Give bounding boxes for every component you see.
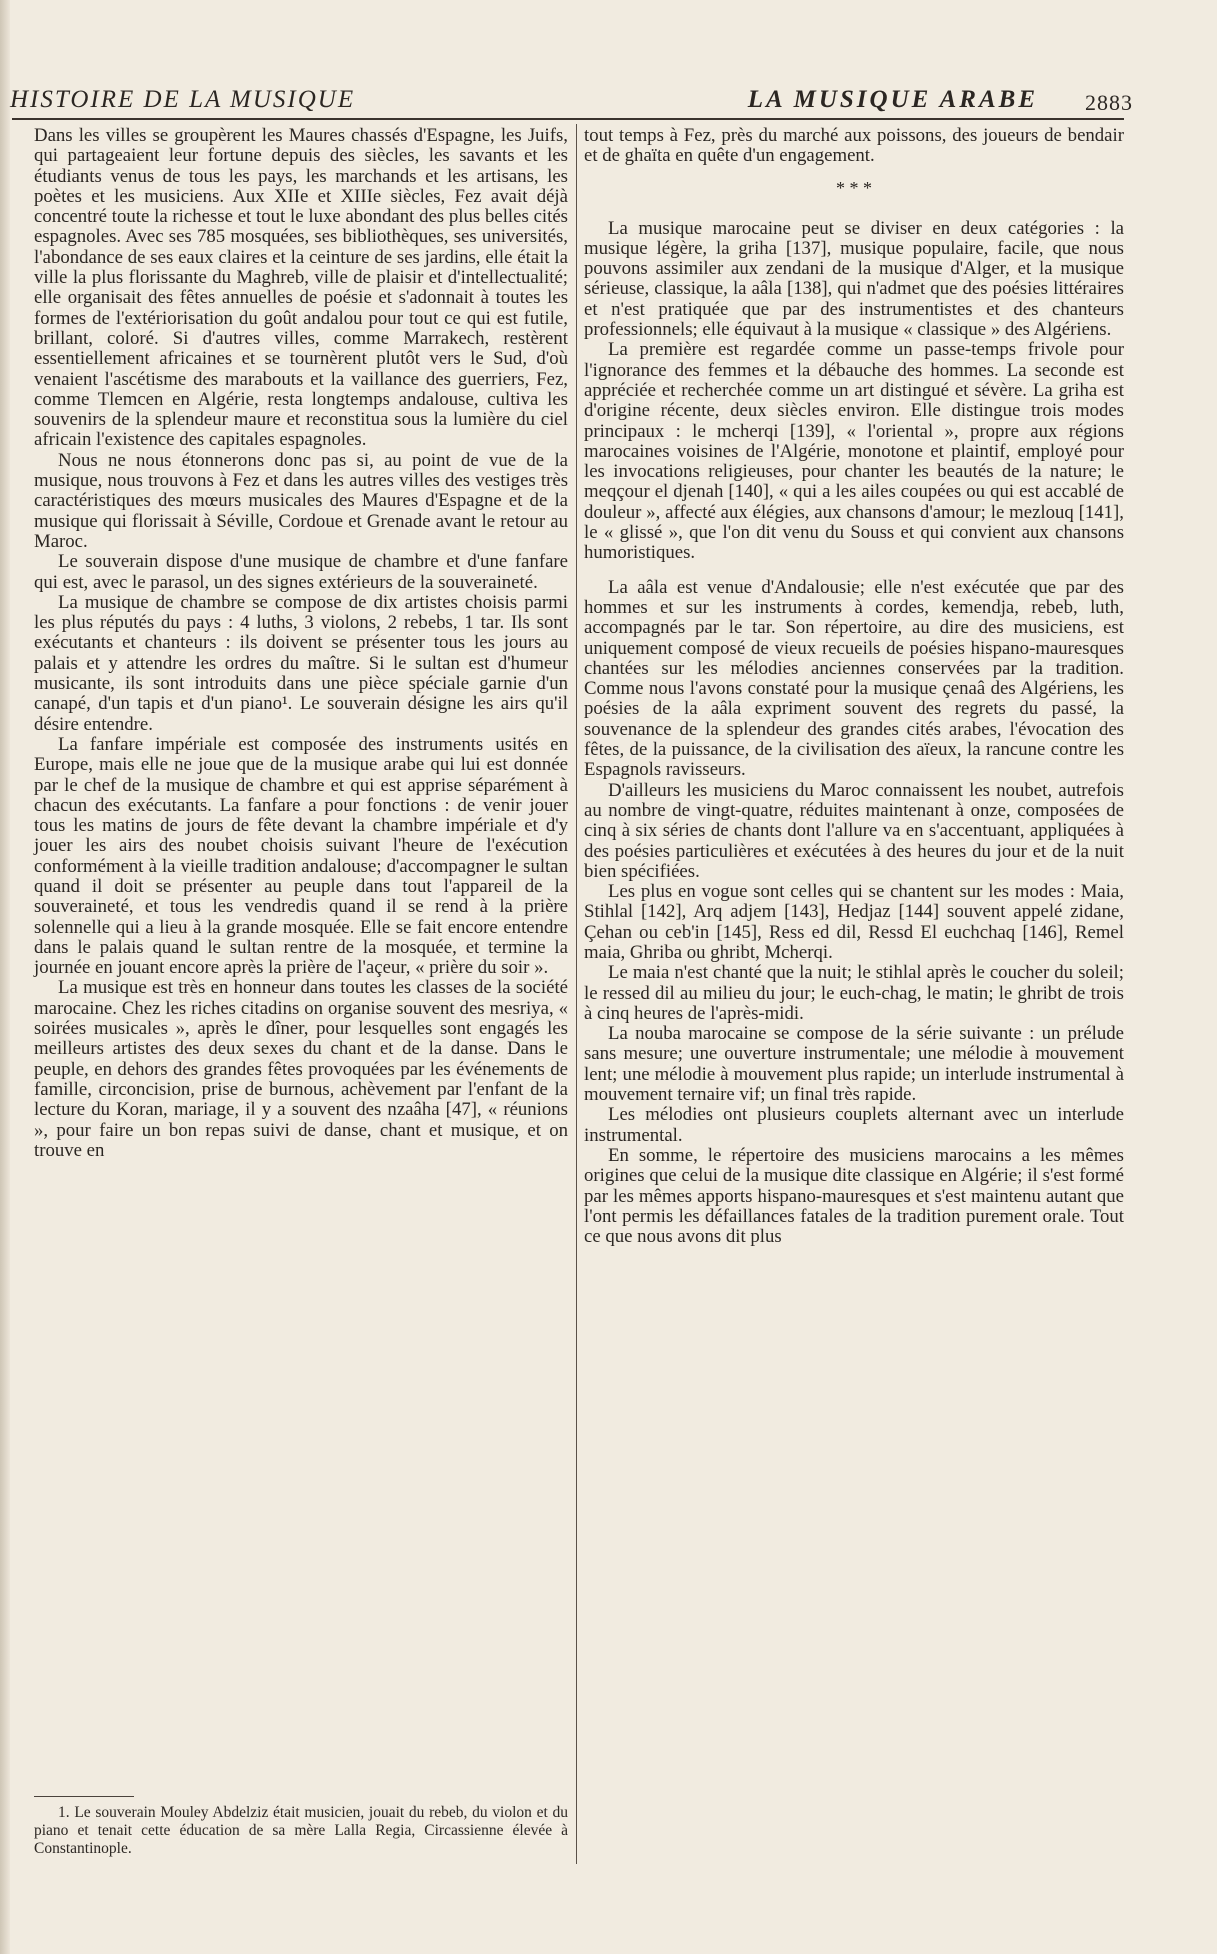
page-number: 2883 bbox=[1085, 90, 1133, 115]
left-column bbox=[34, 126, 568, 1161]
paragraph: Dans les villes se groupèrent les Maures chassés d'Espagne, les Juifs, qui partageaient leur fortune depuis des siècles, les savants et les étudiants venus de tous les pays, les marchands et les artisans, les poètes et les musiciens. Aux XIIe et XIIIe siècles, Fez avait déjà concentré toute la richesse et tout le luxe abondant des plus belles cités espagnoles. Avec ses 785 mosquées, ses bibliothèques, ses universités, l'abondance de ses eaux claires et la ceinture de ses jardins, elle était la ville la plus florissante du Maghreb, ville de plaisir et d'intellectualité; elle organisait des fêtes annuelles de poésie et s'adonnait à toutes les formes de l'extériorisation du goût andalou pour tout ce qui est futile, brillant, coloré. Si d'autres villes, comme Marrakech, restèrent essentiellement africaines et se tournèrent plutôt vers le Sud, d'où venaient l'ascétisme des marabouts et la vaillance des guerriers, Fez, comme Tlemcen en Algérie, resta longtemps andalouse, cultiva les souvenirs de la splendeur maure et reconstitua sous la lumière du ciel africain l'existence des capitales espagnoles. bbox=[34, 125, 568, 451]
paragraph: Nous ne nous étonnerons donc pas si, au point de vue de la musique, nous trouvons à Fez et dans les autres villes des vestiges très caractéristiques des mœurs musicales des Maures d'Espagne et de la musique qui florissait à Séville, Cordoue et Grenade avant le retour au Maroc. bbox=[34, 449, 568, 552]
paragraph: Le souverain dispose d'une musique de chambre et d'une fanfare qui est, avec le parasol, un des signes extérieurs de la souveraineté. bbox=[34, 551, 568, 593]
paragraph: La musique est très en honneur dans toutes les classes de la société marocaine. Chez les riches citadins on organise souvent des mesriya, « soirées musicales », après le dîner, pour lesquelles sont engagés les meilleurs artistes des deux sexes du chant et de la danse. Dans le peuple, en dehors des grandes fêtes provoquées par les événements de famille, circoncision, prise de burnous, achèvement par l'enfant de la lecture du Koran, mariage, il y a souvent des nzaâha [47], « réunions », pour faire un bon repas suivi de danse, chant et musique, et on trouve en bbox=[34, 977, 568, 1161]
paragraph: Les mélodies ont plusieurs couplets alternant avec un interlude instrumental. bbox=[584, 1104, 1124, 1146]
paragraph: tout temps à Fez, près du marché aux poissons, des joueurs de bendair et de ghaïta en quête d'un engagement. bbox=[584, 125, 1124, 167]
section-separator-stars: * * * bbox=[836, 177, 872, 198]
header-rule bbox=[12, 118, 1124, 120]
paragraph: La musique marocaine peut se diviser en deux catégories : la musique légère, la griha [137], musique populaire, facile, que nous pouvons assimiler aux zendani de la musique d'Alger, et la musique sérieuse, classique, la aâla [138], qui n'admet que des poésies littéraires et n'est pratiquée que par des instrumentistes et des chanteurs professionnels; elle équivaut à la musique « classique » des Algériens. bbox=[584, 217, 1124, 341]
running-header bbox=[10, 86, 1133, 116]
paragraph: D'ailleurs les musiciens du Maroc connaissent les noubet, autrefois au nombre de vingt-quatre, réduites maintenant à onze, composées de cinq à six séries de chants dont l'allure va en s'accentuant, appliquées à des poésies particulières et exécutées à des heures du jour et de la nuit bien spécifiées. bbox=[584, 779, 1124, 882]
paragraph: La musique de chambre se compose de dix artistes choisis parmi les plus réputés du pays : 4 luths, 3 violons, 2 rebebs, 1 tar. Ils sont exécutants et chanteurs : ils doivent se présenter tous les jours au palais et y attendre les ordres du maître. Si le sultan est d'humeur musicante, ils sont introduits dans une pièce spéciale garnie d'un canapé, d'un tapis et d'un piano¹. Le souverain désigne les airs qu'il désire entendre. bbox=[34, 591, 568, 735]
paragraph: Le maia n'est chanté que la nuit; le stihlal après le coucher du soleil; le ressed dil au milieu du jour; le euch-chag, le matin; le ghribt de trois à cinq heures de l'après-midi. bbox=[584, 962, 1124, 1024]
header-book-title: HISTOIRE DE LA MUSIQUE bbox=[10, 86, 356, 113]
header-chapter-title: LA MUSIQUE ARABE bbox=[747, 86, 1038, 113]
paragraph: La fanfare impériale est composée des instruments usités en Europe, mais elle ne joue que de la musique arabe qui lui est donnée par le chef de la musique de chambre et qui est apprise séparément à chacun des exécutants. La fanfare a pour fonctions : de venir jouer tous les matins de jours de fête devant la chambre impériale et d'y jouer les airs des noubet choisis suivant l'heure de l'exécution conformément à la vieille tradition andalouse; d'accompagner le sultan quand il doit se présenter au peuple dans tout l'appareil de la souveraineté, et tous les vendredis quand il se rend à la prière solennelle qui a lieu à la grande mosquée. Elle se fait encore entendre dans le palais quand le sultan rentre de la mosquée, et termine la journée en jouant encore après la prière de l'açeur, « prière du soir ». bbox=[34, 733, 568, 979]
footnote-text: 1. Le souverain Mouley Abdelziz était musicien, jouait du rebeb, du violon et du piano et tenait cette éducation de sa mère Lalla Regia, Circassienne élevée à Constantinople. bbox=[34, 1804, 568, 1857]
paragraph: La nouba marocaine se compose de la série suivante : un prélude sans mesure; une ouverture instrumentale; une mélodie à mouvement lent; une mélodie à mouvement plus rapide; un interlude instrumental à mouvement ternaire vif; un final très rapide. bbox=[584, 1023, 1124, 1106]
paragraph: La première est regardée comme un passe-temps frivole pour l'ignorance des femmes et la débauche des hommes. La seconde est appréciée et recherchée comme un art distingué et sévère. La griha est d'origine récente, deux siècles environ. Elle distingue trois modes principaux : le mcherqi [139], « l'oriental », propre aux régions marocaines voisines de l'Algérie, monotone et plaintif, employé pour les invocations religieuses, pour chanter les beautés de la nature; le meqçour el djenah [140], « qui a les ailes coupées ou qui est accablé de douleur », affecté aux élégies, aux chansons d'amour; le mezlouq [141], le « glissé », que l'on dit venu du Souss et qui convient aux chansons humoristiques. bbox=[584, 339, 1124, 564]
paragraph: La aâla est venue d'Andalousie; elle n'est exécutée que par des hommes et sur les instruments à cordes, kemendja, rebeb, luth, accompagnés par le tar. Son répertoire, au dire des musiciens, est uniquement composé de vieux recueils de poésies hispano-mauresques chantées sur les mélodies anciennes conservées par la tradition. Comme nous l'avons constaté pour la musique çenaâ des Algériens, les poésies de la aâla expriment souvent des regrets du passé, la souvenance de la splendeur des grandes cités arabes, l'évocation des fêtes, de la puissance, de la civilisation des aïeux, la rancune contre les Espagnols ravisseurs. bbox=[584, 576, 1124, 781]
footnote bbox=[34, 1804, 568, 1858]
column-separator bbox=[576, 124, 577, 1864]
right-column bbox=[584, 126, 1124, 1247]
page-binding-edge bbox=[0, 0, 10, 1954]
paragraph: Les plus en vogue sont celles qui se chantent sur les modes : Maia, Stihlal [142], Arq adjem [143], Hedjaz [144] souvent appelé zidane, Çehan ou ceb'in [145], Ress ed dil, Ressd El euchchaq [146], Remel maia, Ghriba ou ghribt, Mcherqi. bbox=[584, 881, 1124, 963]
footnote-rule bbox=[34, 1796, 134, 1797]
paragraph: En somme, le répertoire des musiciens marocains a les mêmes origines que celui de la musique dite classique en Algérie; il s'est formé par les mêmes apports hispano-mauresques et s'est maintenu autant que l'ont permis les défaillances fatales de la tradition purement orale. Tout ce que nous avons dit plus bbox=[584, 1144, 1124, 1248]
